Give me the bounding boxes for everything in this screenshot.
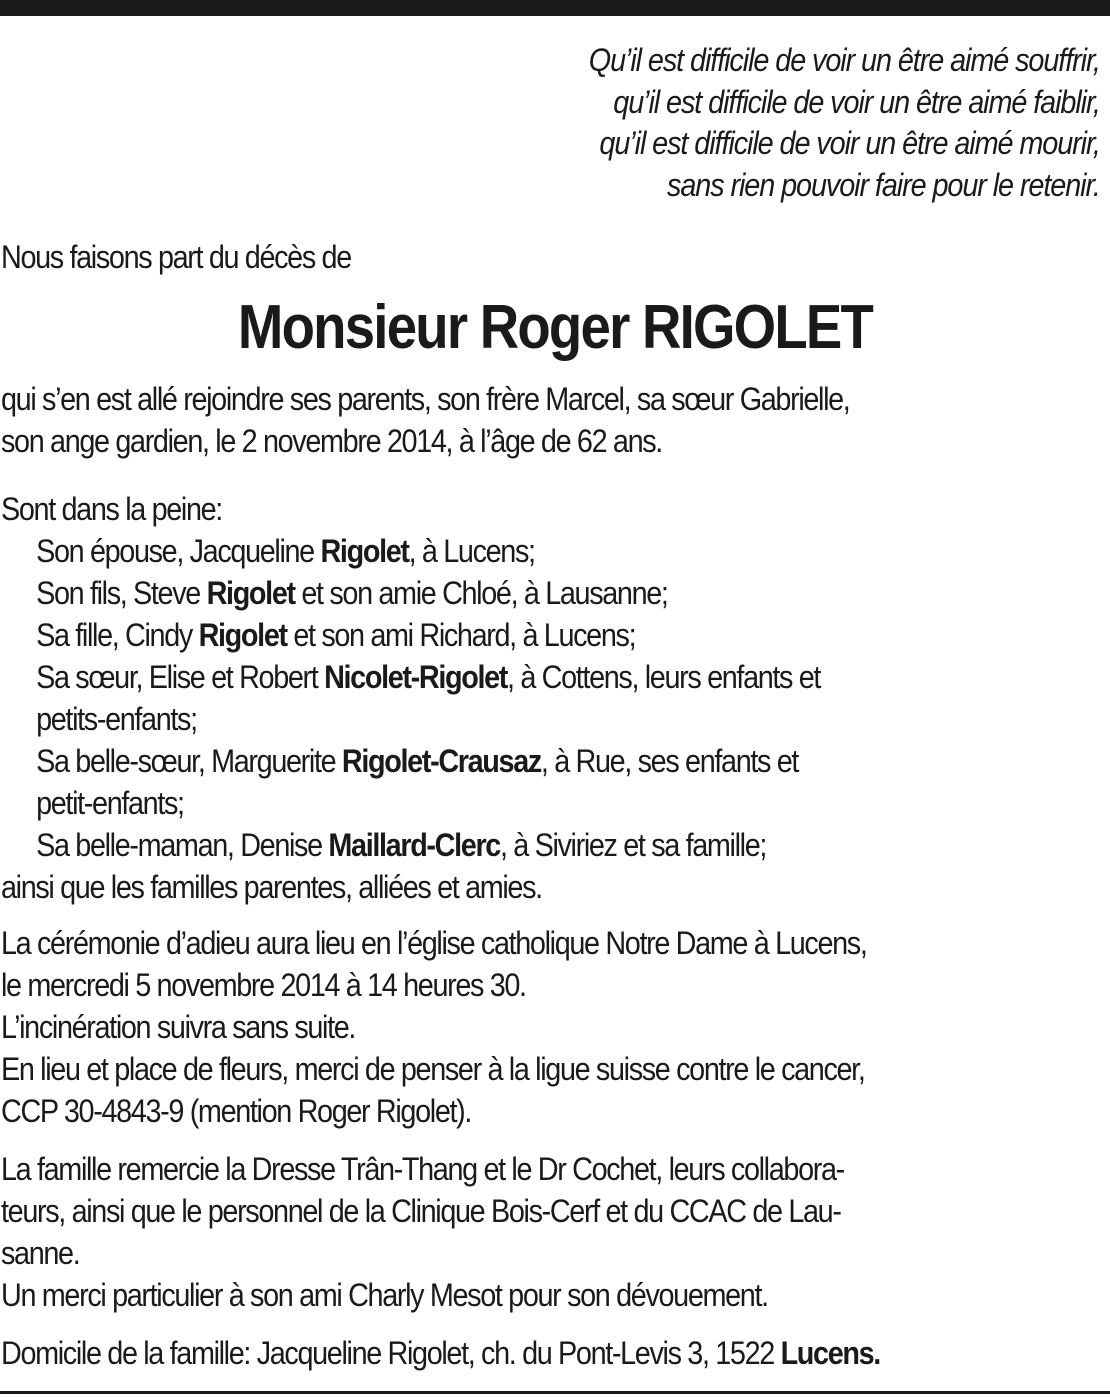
announcement <box>1 378 990 462</box>
epigraph-poem <box>589 40 1100 206</box>
thanks-line: Un merci particulier à son ami Charly Mesot pour son dévouement. <box>1 1277 768 1313</box>
poem-line: sans rien pouvoir faire pour le retenir. <box>667 166 1100 203</box>
mourner-line: petits-enfants; <box>36 701 197 737</box>
top-border <box>0 0 1110 16</box>
intro-line: Nous faisons part du décès de <box>1 239 351 275</box>
ceremony-line: CCP 30-4843-9 (mention Roger Rigolet). <box>1 1093 472 1129</box>
thanks-section <box>1 1148 990 1316</box>
mourners-closing: ainsi que les familles parentes, alliées et amies. <box>1 869 542 905</box>
poem-line: qu’il est difficile de voir un être aimé mourir, <box>599 125 1100 161</box>
mourner-line: Sa sœur, Elise et Robert Nicolet-Rigolet, à Cottens, leurs enfants et <box>36 659 821 695</box>
poem-line: Qu’il est difficile de voir un être aimé souffrir, <box>588 42 1100 78</box>
mourner-line: Sa belle-maman, Denise Maillard-Clerc, à Siviriez et sa famille; <box>36 827 767 863</box>
mourner-line: Son épouse, Jacqueline Rigolet, à Lucens; <box>36 533 535 569</box>
mourners-heading: Sont dans la peine: <box>1 491 222 527</box>
mourner-line: Sa fille, Cindy Rigolet et son ami Richard, à Lucens; <box>36 617 636 653</box>
ceremony-line: L’incinération suivra sans suite. <box>1 1009 356 1045</box>
ceremony-line: La cérémonie d’adieu aura lieu en l’église catholique Notre Dame à Lucens, <box>1 925 867 961</box>
mourner-line: Sa belle-sœur, Marguerite Rigolet-Crausaz, à Rue, ses enfants et <box>36 743 799 779</box>
announcement-line: son ange gardien, le 2 novembre 2014, à l’âge de 62 ans. <box>1 423 662 459</box>
ceremony-line: le mercredi 5 novembre 2014 à 14 heures 30. <box>1 967 526 1003</box>
mourners-section <box>1 488 990 908</box>
mourner-line: Son fils, Steve Rigolet et son amie Chloé, à Lausanne; <box>36 575 668 611</box>
mourner-line: petit-enfants; <box>36 785 184 821</box>
thanks-line: La famille remercie la Dresse Trân-Thang et le Dr Cochet, leurs collabora- <box>1 1151 844 1187</box>
deceased-name: Monsieur Roger RIGOLET <box>237 293 873 362</box>
thanks-line: teurs, ainsi que le personnel de la Clinique Bois-Cerf et du CCAC de Lau- <box>1 1193 841 1229</box>
bottom-border <box>0 1391 1110 1394</box>
ceremony-section <box>1 922 990 1132</box>
thanks-line: sanne. <box>1 1235 80 1271</box>
poem-line: qu’il est difficile de voir un être aimé faiblir, <box>613 83 1100 120</box>
ceremony-line: En lieu et place de fleurs, merci de penser à la ligue suisse contre le cancer, <box>1 1051 865 1087</box>
domicile-line: Domicile de la famille: Jacqueline Rigolet, ch. du Pont-Levis 3, 1522 Lucens. <box>1 1335 880 1371</box>
announcement-line: qui s’en est allé rejoindre ses parents, son frère Marcel, sa sœur Gabrielle, <box>1 381 850 417</box>
